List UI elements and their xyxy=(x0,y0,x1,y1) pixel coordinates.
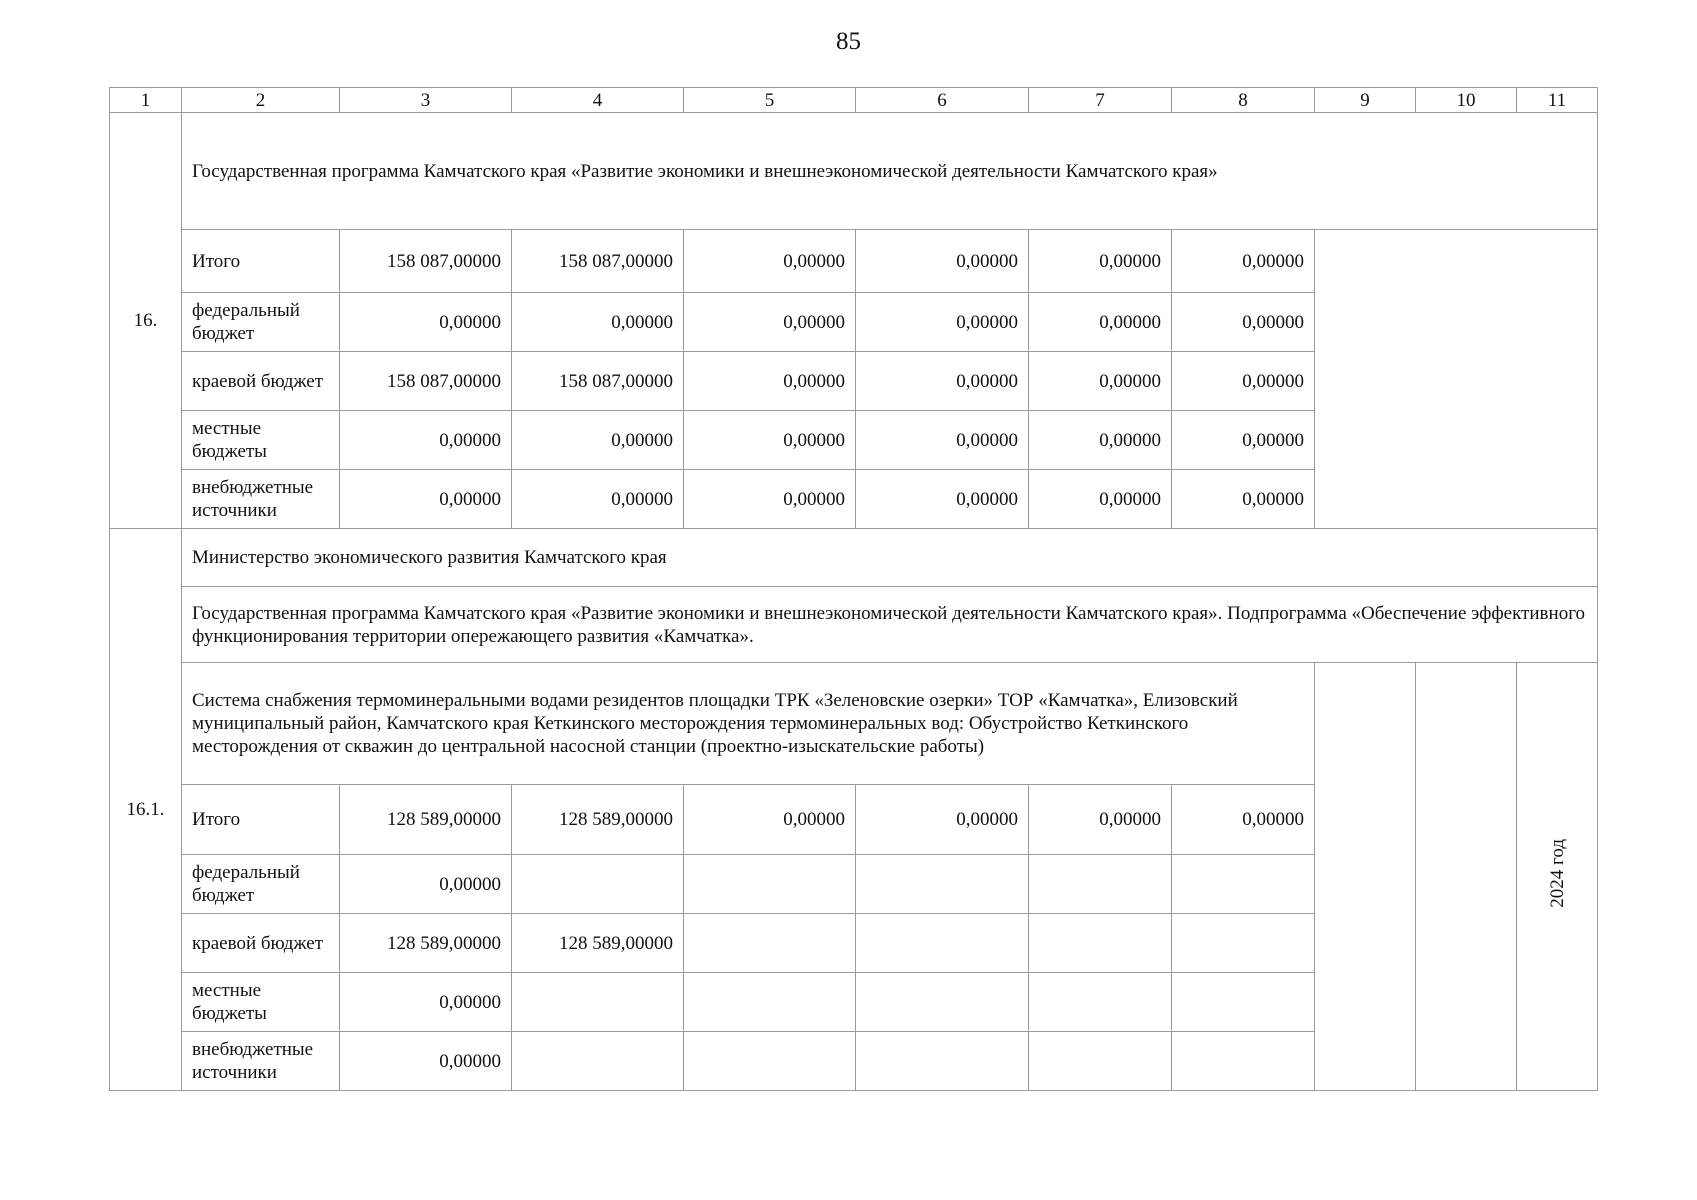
value-cell: 0,00000 xyxy=(856,785,1029,855)
value-cell: 0,00000 xyxy=(512,293,684,352)
value-cell xyxy=(512,855,684,914)
value-cell: 0,00000 xyxy=(1172,352,1315,411)
value-cell xyxy=(1029,1032,1172,1091)
value-cell xyxy=(1172,855,1315,914)
value-cell: 0,00000 xyxy=(1029,411,1172,470)
row-label: федеральный бюджет xyxy=(182,855,340,914)
value-cell: 0,00000 xyxy=(684,411,856,470)
value-cell: 128 589,00000 xyxy=(512,785,684,855)
budget-table xyxy=(109,87,1598,1091)
value-cell: 0,00000 xyxy=(340,470,512,529)
header-cell: 11 xyxy=(1517,88,1598,113)
value-cell xyxy=(1172,914,1315,973)
value-cell: 0,00000 xyxy=(1029,293,1172,352)
row-label: местные бюджеты xyxy=(182,411,340,470)
row-label: Итого xyxy=(182,230,340,293)
value-cell xyxy=(856,914,1029,973)
section16-title-row xyxy=(110,113,1598,230)
value-cell xyxy=(512,973,684,1032)
empty-cell xyxy=(1416,663,1517,1091)
year-cell xyxy=(1517,663,1598,1091)
section16-1-number: 16.1. xyxy=(110,529,182,1091)
row-label: краевой бюджет xyxy=(182,352,340,411)
value-cell: 0,00000 xyxy=(1029,230,1172,293)
value-cell: 158 087,00000 xyxy=(340,352,512,411)
section16-1-ministry-row xyxy=(110,529,1598,587)
empty-cell xyxy=(1315,230,1598,529)
value-cell: 0,00000 xyxy=(684,470,856,529)
value-cell: 0,00000 xyxy=(1172,785,1315,855)
value-cell: 0,00000 xyxy=(856,293,1029,352)
value-cell: 0,00000 xyxy=(684,352,856,411)
section16-number: 16. xyxy=(110,113,182,529)
table-row xyxy=(110,230,1598,293)
value-cell: 0,00000 xyxy=(1029,785,1172,855)
header-row xyxy=(110,88,1598,113)
header-cell: 4 xyxy=(512,88,684,113)
value-cell: 0,00000 xyxy=(1172,293,1315,352)
value-cell: 0,00000 xyxy=(856,411,1029,470)
value-cell: 0,00000 xyxy=(340,293,512,352)
row-label: внебюджетные источники xyxy=(182,470,340,529)
section16-1-subprogram-row xyxy=(110,587,1598,663)
page-number: 85 xyxy=(836,28,861,55)
value-cell: 0,00000 xyxy=(856,470,1029,529)
value-cell: 0,00000 xyxy=(1172,230,1315,293)
value-cell: 158 087,00000 xyxy=(340,230,512,293)
value-cell: 158 087,00000 xyxy=(512,352,684,411)
value-cell xyxy=(512,1032,684,1091)
value-cell: 0,00000 xyxy=(340,973,512,1032)
value-cell xyxy=(856,1032,1029,1091)
value-cell xyxy=(684,973,856,1032)
value-cell: 128 589,00000 xyxy=(340,785,512,855)
value-cell xyxy=(856,855,1029,914)
header-cell: 9 xyxy=(1315,88,1416,113)
header-cell: 5 xyxy=(684,88,856,113)
header-cell: 2 xyxy=(182,88,340,113)
value-cell xyxy=(1029,855,1172,914)
row-label: Итого xyxy=(182,785,340,855)
value-cell: 0,00000 xyxy=(1029,352,1172,411)
value-cell xyxy=(684,914,856,973)
value-cell xyxy=(684,855,856,914)
value-cell: 0,00000 xyxy=(1029,470,1172,529)
header-cell: 6 xyxy=(856,88,1029,113)
row-label: внебюджетные источники xyxy=(182,1032,340,1091)
value-cell: 158 087,00000 xyxy=(512,230,684,293)
header-cell: 8 xyxy=(1172,88,1315,113)
value-cell: 0,00000 xyxy=(1172,411,1315,470)
header-cell: 1 xyxy=(110,88,182,113)
value-cell: 0,00000 xyxy=(684,293,856,352)
value-cell: 0,00000 xyxy=(340,855,512,914)
empty-cell xyxy=(1315,663,1416,1091)
value-cell: 0,00000 xyxy=(684,230,856,293)
object-description: Система снабжения термоминеральными водами резидентов площадки ТРК «Зеленовские озерки» ТОР «Камчатка», Елизовский муниципальный район, Камчатского края Кеткинского месторождения термоминеральных вод: Обустройство Кеткинского месторождения от скважин до центральной насосной станции (проектно-изыскательские работы) xyxy=(182,663,1315,785)
value-cell: 0,00000 xyxy=(684,785,856,855)
value-cell: 0,00000 xyxy=(856,352,1029,411)
value-cell xyxy=(1172,1032,1315,1091)
section16-program-title: Государственная программа Камчатского края «Развитие экономики и внешнеэкономической деятельности Камчатского края» xyxy=(182,113,1598,230)
value-cell xyxy=(684,1032,856,1091)
value-cell: 128 589,00000 xyxy=(512,914,684,973)
header-cell: 10 xyxy=(1416,88,1517,113)
value-cell: 0,00000 xyxy=(1172,470,1315,529)
value-cell xyxy=(1029,914,1172,973)
section16-1-object-row xyxy=(110,663,1598,785)
value-cell xyxy=(856,973,1029,1032)
header-cell: 7 xyxy=(1029,88,1172,113)
value-cell: 0,00000 xyxy=(512,411,684,470)
value-cell xyxy=(1172,973,1315,1032)
year-label: 2024 год xyxy=(1546,839,1568,908)
value-cell: 0,00000 xyxy=(340,411,512,470)
value-cell xyxy=(1029,973,1172,1032)
row-label: краевой бюджет xyxy=(182,914,340,973)
value-cell: 0,00000 xyxy=(856,230,1029,293)
row-label: федеральный бюджет xyxy=(182,293,340,352)
row-label: местные бюджеты xyxy=(182,973,340,1032)
subprogram-title: Государственная программа Камчатского края «Развитие экономики и внешнеэкономической деятельности Камчатского края». Подпрограмма «Обеспечение эффективного функционирования территории опережающего развития «Камчатка». xyxy=(182,587,1598,663)
value-cell: 128 589,00000 xyxy=(340,914,512,973)
ministry-name: Министерство экономического развития Камчатского края xyxy=(182,529,1598,587)
header-cell: 3 xyxy=(340,88,512,113)
value-cell: 0,00000 xyxy=(512,470,684,529)
value-cell: 0,00000 xyxy=(340,1032,512,1091)
